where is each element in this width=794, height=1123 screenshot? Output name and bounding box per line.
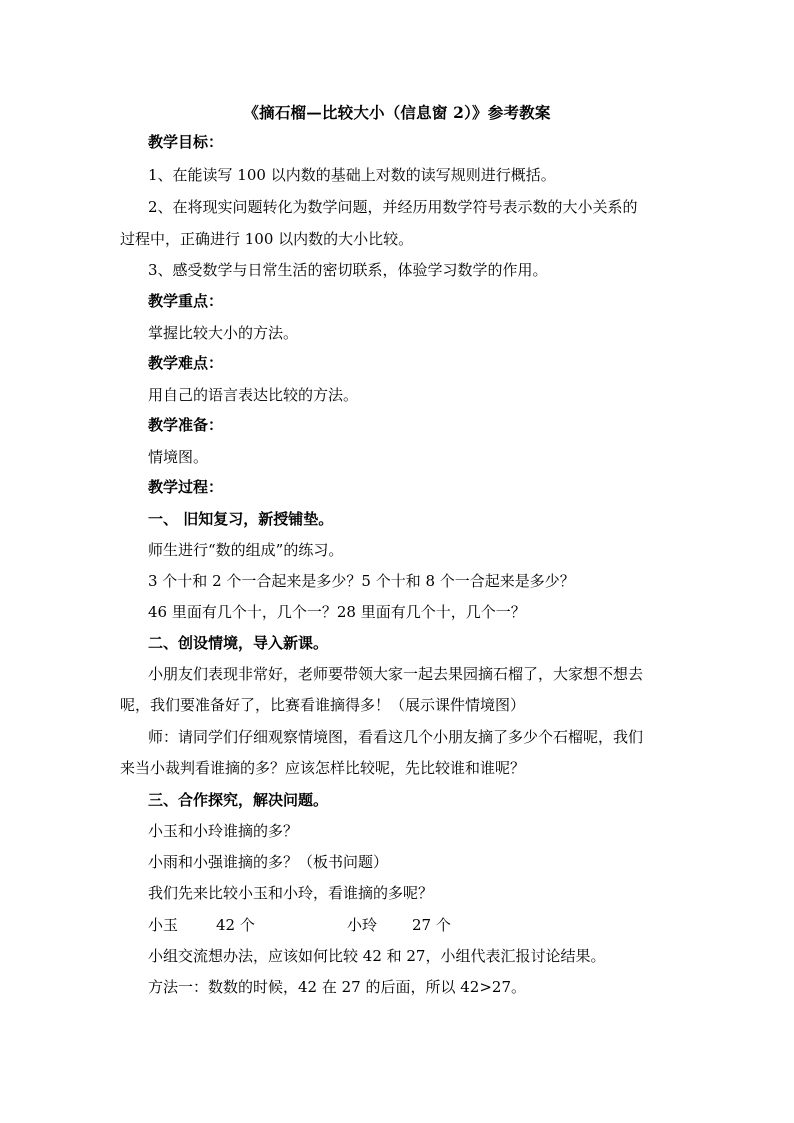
step2-para2-line-1: 师：请同学们仔细观察情境图，看看这几个小朋友摘了多少个石榴呢，我们 [148, 728, 644, 746]
keypoint-text: 掌握比较大小的方法。 [148, 324, 299, 342]
process-heading: 教学过程： [148, 478, 224, 496]
step3-heading: 三、合作探究，解决问题。 [148, 791, 329, 809]
objective-3: 3、感受数学与日常生活的密切联系，体验学习数学的作用。 [148, 261, 548, 279]
prep-text: 情境图。 [148, 448, 209, 466]
step2-para1-line-1: 小朋友们表现非常好，老师要带领大家一起去果园摘石榴了，大家想不想去 [148, 665, 644, 683]
compare-name-2: 小玲 [347, 916, 378, 934]
objective-2-line-2: 过程中，正确进行 100 以内数的大小比较。 [120, 230, 414, 248]
step2-para1-line-2: 呢，我们要准备好了，比赛看谁摘得多！（展示课件情境图） [120, 696, 526, 714]
step3-line-6: 方法一：数数的时候，42 在 27 的后面，所以 42>27。 [148, 978, 526, 996]
objective-1: 1、在能读写 100 以内数的基础上对数的读写规则进行概括。 [148, 166, 556, 184]
step1-heading: 一、 旧知复习，新授铺垫。 [148, 510, 334, 528]
difficulty-heading: 教学难点： [148, 354, 224, 372]
step1-line-1: 师生进行“数的组成”的练习。 [148, 541, 344, 559]
step2-heading: 二、创设情境，导入新课。 [148, 634, 329, 652]
step3-line-1: 小玉和小玲谁摘的多？ [148, 822, 299, 840]
page-title: 《摘石榴—比较大小（信息窗 2）》参考教案 [243, 103, 551, 122]
step1-line-2: 3 个十和 2 个一合起来是多少？5 个十和 8 个一合起来是多少？ [148, 572, 575, 590]
step1-line-3: 46 里面有几个十，几个一？28 里面有几个十，几个一？ [148, 603, 526, 621]
compare-name-1: 小玉 [148, 916, 179, 934]
compare-value-1: 42 个 [216, 916, 255, 934]
prep-heading: 教学准备： [148, 416, 224, 434]
compare-value-2: 27 个 [412, 916, 451, 934]
step3-line-3: 我们先来比较小玉和小玲，看谁摘的多呢？ [148, 884, 434, 902]
step3-line-2: 小雨和小强谁摘的多？（板书问题） [148, 853, 389, 871]
difficulty-text: 用自己的语言表达比较的方法。 [148, 386, 359, 404]
objective-2-line-1: 2、在将现实问题转化为数学问题，并经历用数学符号表示数的大小关系的 [148, 198, 638, 216]
keypoint-heading: 教学重点： [148, 292, 224, 310]
step2-para2-line-2: 来当小裁判看谁摘的多？应该怎样比较呢，先比较谁和谁呢？ [120, 759, 526, 777]
step3-line-5: 小组交流想办法，应该如何比较 42 和 27，小组代表汇报讨论结果。 [148, 947, 606, 965]
objectives-heading: 教学目标： [148, 133, 224, 151]
